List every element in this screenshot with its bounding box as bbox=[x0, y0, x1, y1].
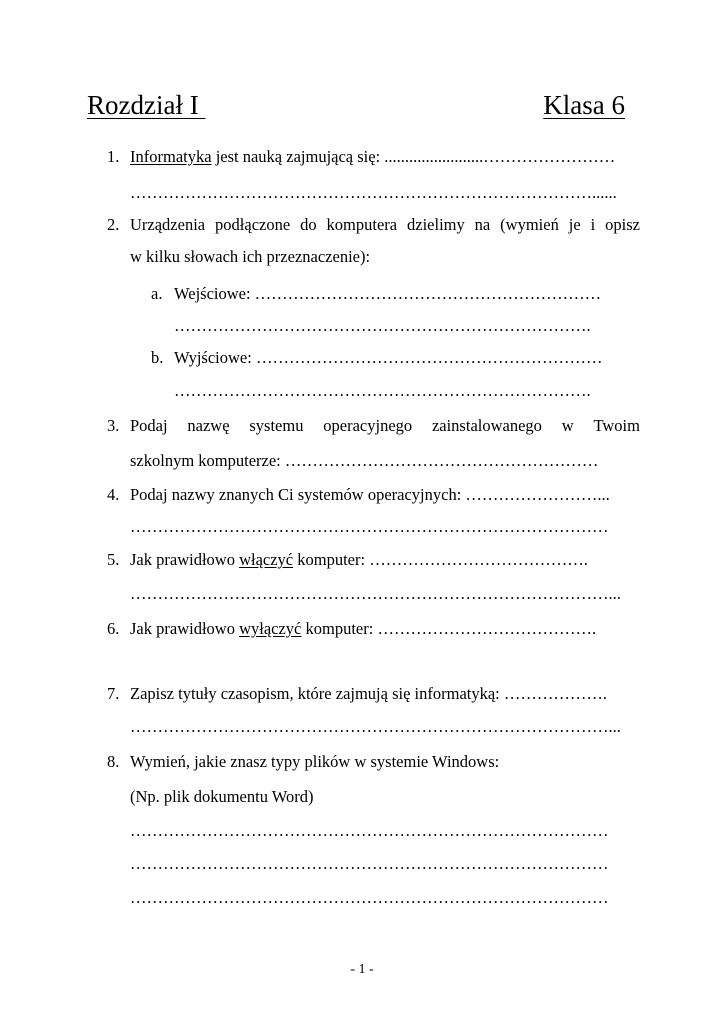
term-informatyka: Informatyka bbox=[130, 147, 212, 166]
question-2-text bbox=[130, 214, 640, 236]
question-1-answer-line: …………………………………………………………………………...... bbox=[130, 183, 617, 202]
word: je bbox=[568, 215, 581, 234]
word: nazwę bbox=[187, 416, 230, 435]
question-7-text: Zapisz tytuły czasopism, które zajmują się informatyką: ………………. bbox=[130, 684, 608, 703]
question-8-answer-line-3: …………………………………………………………………………… bbox=[130, 888, 609, 907]
question-8-number: 8. bbox=[107, 752, 120, 771]
question-8-hint: (Np. plik dokumentu Word) bbox=[130, 787, 314, 806]
word: dzielimy bbox=[407, 215, 465, 234]
word: na bbox=[474, 215, 491, 234]
question-3-text-line2: szkolnym komputerze: ………………………………………………… bbox=[130, 451, 599, 470]
question-5-after: komputer: …………………………………. bbox=[293, 550, 588, 569]
question-2b-answer-line: …………………………………………………………………. bbox=[174, 381, 591, 400]
word: opisz bbox=[605, 215, 640, 234]
question-6-after: komputer: …………………………………. bbox=[301, 619, 597, 638]
question-2b-label: b. bbox=[151, 348, 164, 367]
word: systemu bbox=[249, 416, 304, 435]
word: (wymień bbox=[500, 215, 559, 234]
question-1-number: 1. bbox=[107, 147, 120, 166]
question-2a-label: a. bbox=[151, 284, 163, 303]
question-3-number: 3. bbox=[107, 416, 120, 435]
question-7-number: 7. bbox=[107, 684, 120, 703]
question-4-number: 4. bbox=[107, 485, 120, 504]
word: i bbox=[590, 215, 596, 234]
question-5-text bbox=[130, 549, 640, 571]
question-8-text: Wymień, jakie znasz typy plików w systemie Windows: bbox=[130, 752, 500, 771]
question-3-text bbox=[130, 415, 640, 437]
question-6-number: 6. bbox=[107, 619, 120, 638]
grade-title: Klasa 6 bbox=[543, 90, 625, 120]
question-1-rest: jest nauką zajmującą się: ........................…………………… bbox=[211, 147, 616, 166]
question-2a-answer-line: …………………………………………………………………. bbox=[174, 316, 591, 335]
word: Twoim bbox=[593, 416, 640, 435]
question-8-answer-line-1: …………………………………………………………………………… bbox=[130, 821, 609, 840]
word: komputera bbox=[326, 215, 398, 234]
word: Urządzenia bbox=[130, 215, 206, 234]
word: operacyjnego bbox=[323, 416, 413, 435]
question-7-answer-line: ……………………………………………………………………………... bbox=[130, 717, 621, 736]
question-5-number: 5. bbox=[107, 550, 120, 569]
word: w bbox=[561, 416, 574, 435]
page-number: - 1 - bbox=[350, 962, 374, 977]
question-6-text bbox=[130, 618, 640, 640]
term-wylaczyc: wyłączyć bbox=[239, 619, 302, 638]
question-2-text-line2: w kilku słowach ich przeznaczenie): bbox=[130, 247, 371, 266]
question-2-number: 2. bbox=[107, 215, 120, 234]
question-4-answer-line: …………………………………………………………………………… bbox=[130, 517, 609, 536]
question-8-answer-line-2: …………………………………………………………………………… bbox=[130, 854, 609, 873]
word: zainstalowanego bbox=[431, 416, 542, 435]
chapter-title: Rozdział I bbox=[87, 90, 206, 120]
word: podłączone bbox=[215, 215, 291, 234]
question-4-text: Podaj nazwy znanych Ci systemów operacyjnych: ……………………... bbox=[130, 485, 610, 504]
word: do bbox=[300, 215, 317, 234]
question-5-before: Jak prawidłowo bbox=[130, 550, 240, 569]
question-1-text bbox=[130, 146, 640, 168]
question-2a-text: Wejściowe: ……………………………………………………… bbox=[174, 284, 602, 303]
word: Podaj bbox=[130, 416, 168, 435]
page-header bbox=[87, 88, 625, 122]
question-5-answer-line: ……………………………………………………………………………... bbox=[130, 584, 621, 603]
question-2b-text: Wyjściowe: ……………………………………………………… bbox=[174, 348, 603, 367]
term-wlaczyc: włączyć bbox=[239, 550, 294, 569]
question-6-before: Jak prawidłowo bbox=[130, 619, 240, 638]
